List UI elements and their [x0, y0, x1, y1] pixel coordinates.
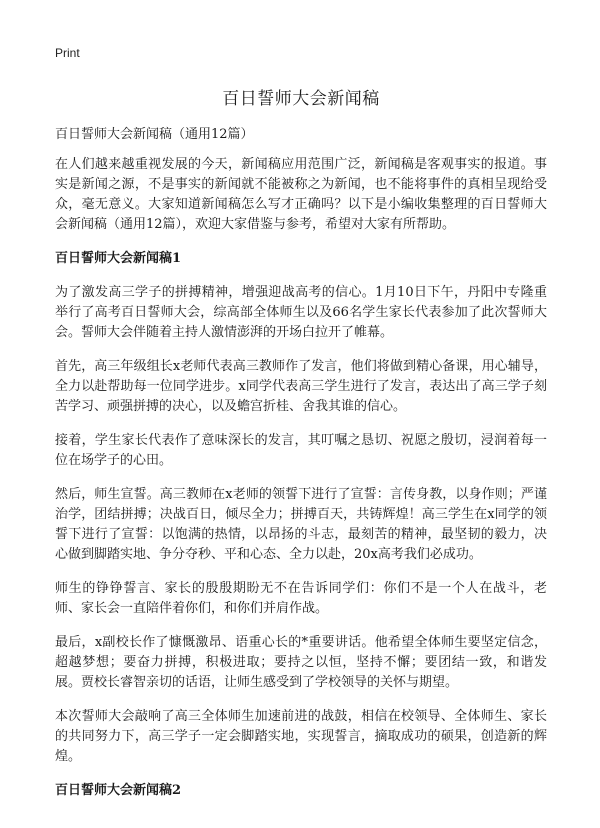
section-heading: 百日誓师大会新闻稿2: [55, 783, 182, 798]
page-title: 百日誓师大会新闻稿: [222, 89, 380, 109]
document-subtitle: 百日誓师大会新闻稿（通用12篇）: [55, 127, 254, 142]
body-paragraph: 师生的铮铮誓言、家长的殷殷期盼无不在告诉同学们：你们不是一个人在战斗，老师、家长会一直陪伴着你们，和你们并肩作战。: [55, 581, 547, 616]
section-heading: 百日誓师大会新闻稿1: [55, 251, 182, 266]
body-paragraph: 为了激发高三学子的拼搏精神，增强迎战高考的信心。1月10日下午，丹阳中专隆重举行了高考百日誓师大会，综高部全体师生以及66名学生家长代表参加了此次誓师大会。誓师大会伴随着主持人激情澎湃的开场白拉开了帷幕。: [55, 285, 547, 340]
section-1: [55, 249, 547, 767]
intro-paragraph: 在人们越来越重视发展的今天，新闻稿应用范围广泛，新闻稿是客观事实的报道。事实是新闻之源，不是事实的新闻就不能被称之为新闻，也不能将事件的真相呈现给受众，毫无意义。大家知道新闻稿怎么写才正确吗？以下是小编收集整理的百日誓师大会新闻稿（通用12篇），欢迎大家借鉴与参考，希望对大家有所帮助。: [55, 157, 547, 232]
section-2: [55, 781, 547, 801]
body-paragraph: 首先，高三年级组长x老师代表高三教师作了发言，他们将做到精心备课，用心辅导，全力以赴帮助每一位同学进步。x同学代表高三学生进行了发言，表达出了高三学子刻苦学习、顽强拼搏的决心，以及蟾宫折桂、舍我其谁的信心。: [55, 359, 547, 414]
print-link[interactable]: Print: [55, 46, 80, 60]
body-paragraph: 然后，师生宣誓。高三教师在x老师的领誓下进行了宣誓：言传身教，以身作则；严谨治学，团结拼搏；决战百日，倾尽全力；拼搏百天，共铸辉煌！高三学生在x同学的领誓下进行了宣誓：以饱满的热情，以昂扬的斗志，最刻苦的精神，最坚韧的毅力，决心做到脚踏实地、争分夺秒、平和心态、全力以赴，20x高考我们必成功。: [55, 487, 547, 562]
body-paragraph: 接着，学生家长代表作了意味深长的发言，其叮嘱之恳切、祝愿之殷切，浸润着每一位在场学子的心田。: [55, 433, 547, 468]
body-paragraph: 最后，x副校长作了慷慨激昂、语重心长的*重要讲话。他希望全体师生要坚定信念，超越梦想；要奋力拼搏，积极进取；要持之以恒，坚持不懈；要团结一致，和谐发展。贾校长睿智亲切的话语，让师生感受到了学校领导的关怀与期望。: [55, 635, 547, 690]
body-paragraph: 本次誓师大会敲响了高三全体师生加速前进的战鼓，相信在校领导、全体师生、家长的共同努力下，高三学子一定会脚踏实地，实现誓言，摘取成功的硕果，创造新的辉煌。: [55, 709, 547, 764]
